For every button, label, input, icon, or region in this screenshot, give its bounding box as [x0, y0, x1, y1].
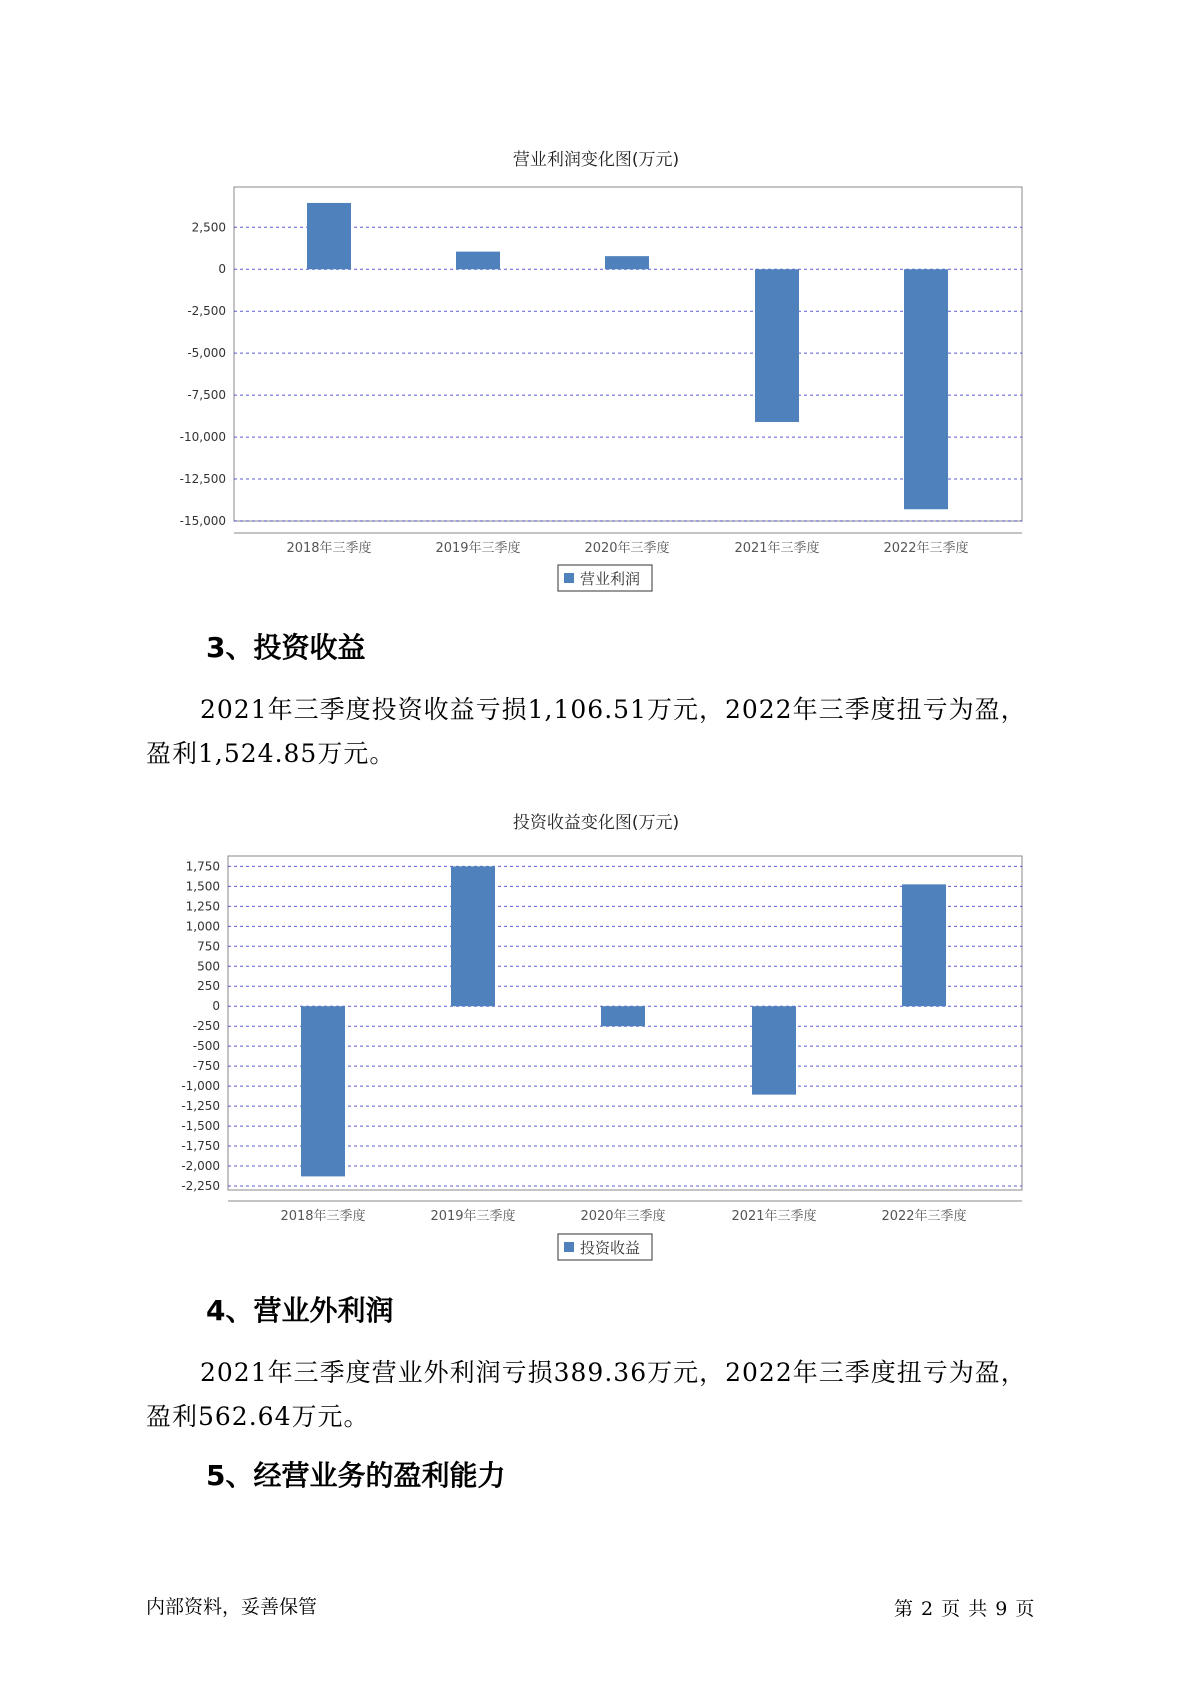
y-tick-label: -2,000	[181, 1159, 220, 1174]
footer-confidential-note: 内部资料，妥善保管	[146, 1596, 318, 1618]
bar	[902, 884, 946, 1006]
y-tick-label: -2,250	[181, 1179, 220, 1194]
y-tick-label: 1,750	[185, 859, 220, 874]
paragraph-line: 盈利1,524.85万元。	[146, 739, 396, 768]
bar	[451, 866, 495, 1006]
y-tick-label: -7,500	[187, 388, 226, 403]
y-tick-label: -1,750	[181, 1139, 220, 1154]
y-tick-label: 1,500	[185, 879, 220, 894]
y-tick-label: 0	[212, 999, 220, 1014]
bar	[752, 1006, 796, 1094]
y-tick-label: -250	[192, 1019, 220, 1034]
section-heading-profitability: 5、经营业务的盈利能力	[206, 1459, 506, 1492]
y-tick-label: 250	[197, 979, 220, 994]
bar	[301, 1006, 345, 1176]
y-tick-label: 500	[197, 959, 220, 974]
paragraph-line: 盈利562.64万元。	[146, 1402, 370, 1431]
chart-title-investment-income: 投资收益变化图(万元)	[512, 813, 680, 833]
y-tick-label: -500	[192, 1039, 220, 1054]
bar	[601, 1006, 645, 1026]
x-category-label: 2020年三季度	[580, 1209, 666, 1224]
y-tick-label: -1,500	[181, 1119, 220, 1134]
x-category-label: 2018年三季度	[280, 1209, 366, 1224]
paragraph-line: 2021年三季度投资收益亏损1,106.51万元，2022年三季度扭亏为盈，	[200, 695, 1027, 724]
y-tick-label: -2,500	[187, 304, 226, 319]
y-tick-label: 750	[197, 939, 220, 954]
x-category-label: 2019年三季度	[435, 541, 521, 556]
section-paragraph-non-operating-profit	[146, 1351, 1046, 1439]
y-tick-label: -1,250	[181, 1099, 220, 1114]
x-category-label: 2019年三季度	[430, 1209, 516, 1224]
y-tick-label: -5,000	[187, 346, 226, 361]
x-category-label: 2020年三季度	[584, 541, 670, 556]
legend	[558, 1234, 652, 1260]
x-category-label: 2018年三季度	[286, 541, 372, 556]
y-tick-label: 2,500	[191, 220, 226, 235]
footer-page-number: 第 2 页 共 9 页	[894, 1598, 1036, 1620]
y-tick-label: 0	[218, 262, 226, 277]
y-tick-label: -1,000	[181, 1079, 220, 1094]
y-tick-label: 1,250	[185, 899, 220, 914]
section-heading-investment-income: 3、投资收益	[206, 631, 366, 664]
legend-label: 投资收益	[580, 1239, 641, 1257]
section-heading-non-operating-profit: 4、营业外利润	[206, 1294, 394, 1327]
x-category-label: 2022年三季度	[883, 541, 969, 556]
y-tick-label: 1,000	[185, 919, 220, 934]
y-tick-label: -10,000	[179, 430, 226, 445]
chart-title-operating-profit: 营业利润变化图(万元)	[512, 150, 680, 170]
x-category-label: 2022年三季度	[881, 1209, 967, 1224]
paragraph-line: 2021年三季度营业外利润亏损389.36万元，2022年三季度扭亏为盈，	[200, 1358, 1027, 1387]
x-category-label: 2021年三季度	[731, 1209, 817, 1224]
legend-label: 营业利润	[580, 570, 641, 588]
y-tick-label: -12,500	[179, 472, 226, 487]
legend-swatch	[564, 1242, 574, 1252]
y-tick-label: -15,000	[179, 514, 226, 528]
x-category-label: 2021年三季度	[734, 541, 820, 556]
y-tick-label: -750	[192, 1059, 220, 1074]
